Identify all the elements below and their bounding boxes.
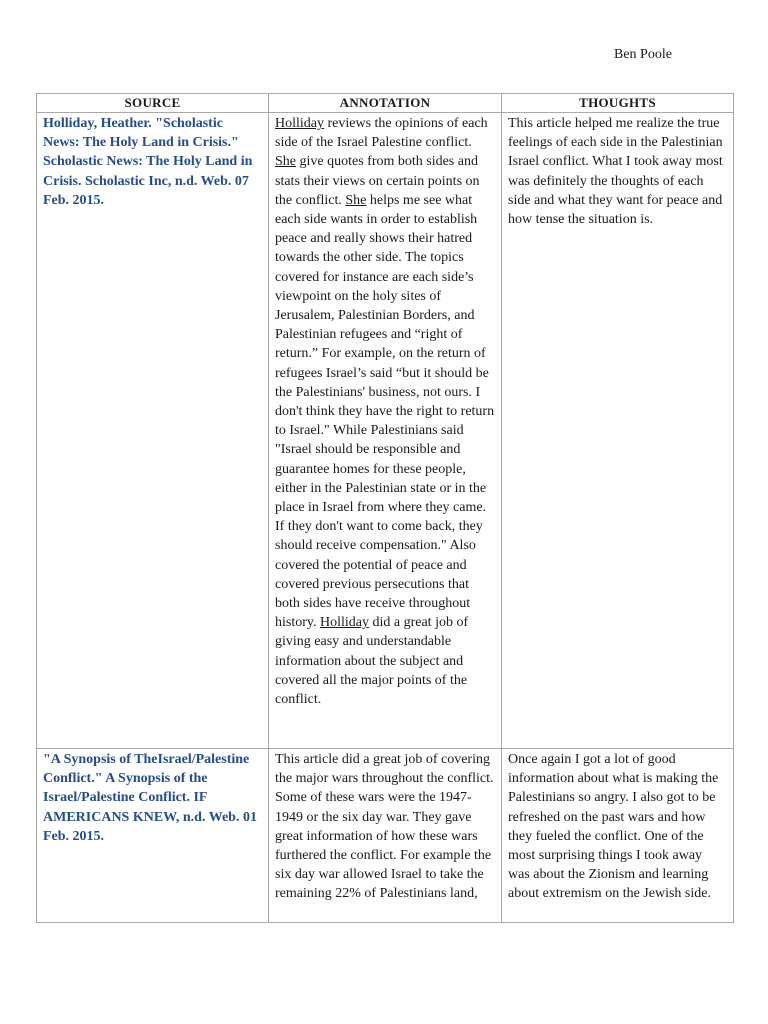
source-citation: "A Synopsis of TheIsrael/Palestine Conflict." A Synopsis of the Israel/Palestine Conflict. IF AMERICANS KNEW, n.d. Web. 01 Feb. 2015. [37, 749, 269, 923]
column-header-annotation: ANNOTATION [269, 94, 502, 113]
table-row [37, 749, 734, 923]
annotation-text: reviews the opinions of each side of the Israel Palestine conflict. [275, 116, 488, 151]
author-pronoun: She [275, 154, 296, 170]
table-row [37, 113, 734, 749]
column-header-source: SOURCE [37, 94, 269, 113]
annotation-text: give quotes from both sides and stats their views on certain points on the conflict. [275, 154, 480, 208]
author-surname: Holliday [275, 116, 324, 131]
thoughts-cell: This article helped me realize the true feelings of each side in the Palestinian Israel conflict. What I took away most was definitely the thoughts of each side and what they want for peace and how tense the situation is. [502, 113, 734, 749]
source-citation: Holliday, Heather. "Scholastic News: The Holy Land in Crisis." Scholastic News: The Holy Land in Crisis. Scholastic Inc, n.d. Web. 07 Feb. 2015. [37, 113, 269, 749]
annotation-cell: This article did a great job of covering the major wars throughout the conflict. Some of these wars were the 1947-1949 or the six day war. They gave great information of how these wars furthered the conflict. For example the six day war allowed Israel to take the remaining 22% of Palestinians land, [269, 749, 502, 923]
thoughts-cell: Once again I got a lot of good information about what is making the Palestinians so angry. I also got to be refreshed on the past wars and how they fueled the conflict. One of the most surprising things I took away was about the Zionism and learning about extremism on the Jewish side. [502, 749, 734, 923]
annotation-text: helps me see what each side wants in order to establish peace and really shows their hatred towards the other side. The topics covered for instance are each side’s viewpoint on the holy sites of Jerusalem, Palestinian Borders, and Palestinian refugees and “right of return.” For example, on the return of refugees Israel’s said “but it should be the Palestinians' business, not ours. I don't think they have the right to return to Israel." While Palestinians said "Israel should be responsible and guarantee homes for these people, either in the Palestinian state or in the place in Israel from where they came. If they don't want to come back, they should receive compensation." Also covered the potential of peace and covered previous persecutions that both sides have receive throughout history. [275, 192, 495, 631]
annotation-text: did a great job of giving easy and understandable information about the subject and covered all the major points of the conflict. [275, 615, 469, 708]
table-header-row [37, 94, 734, 113]
annotation-cell [269, 113, 502, 749]
column-header-thoughts: THOUGHTS [502, 94, 734, 113]
author-pronoun: She [345, 192, 367, 208]
author-name: Ben Poole [614, 47, 672, 62]
author-surname: Holliday [319, 615, 369, 631]
annotated-bibliography-table [36, 93, 734, 923]
